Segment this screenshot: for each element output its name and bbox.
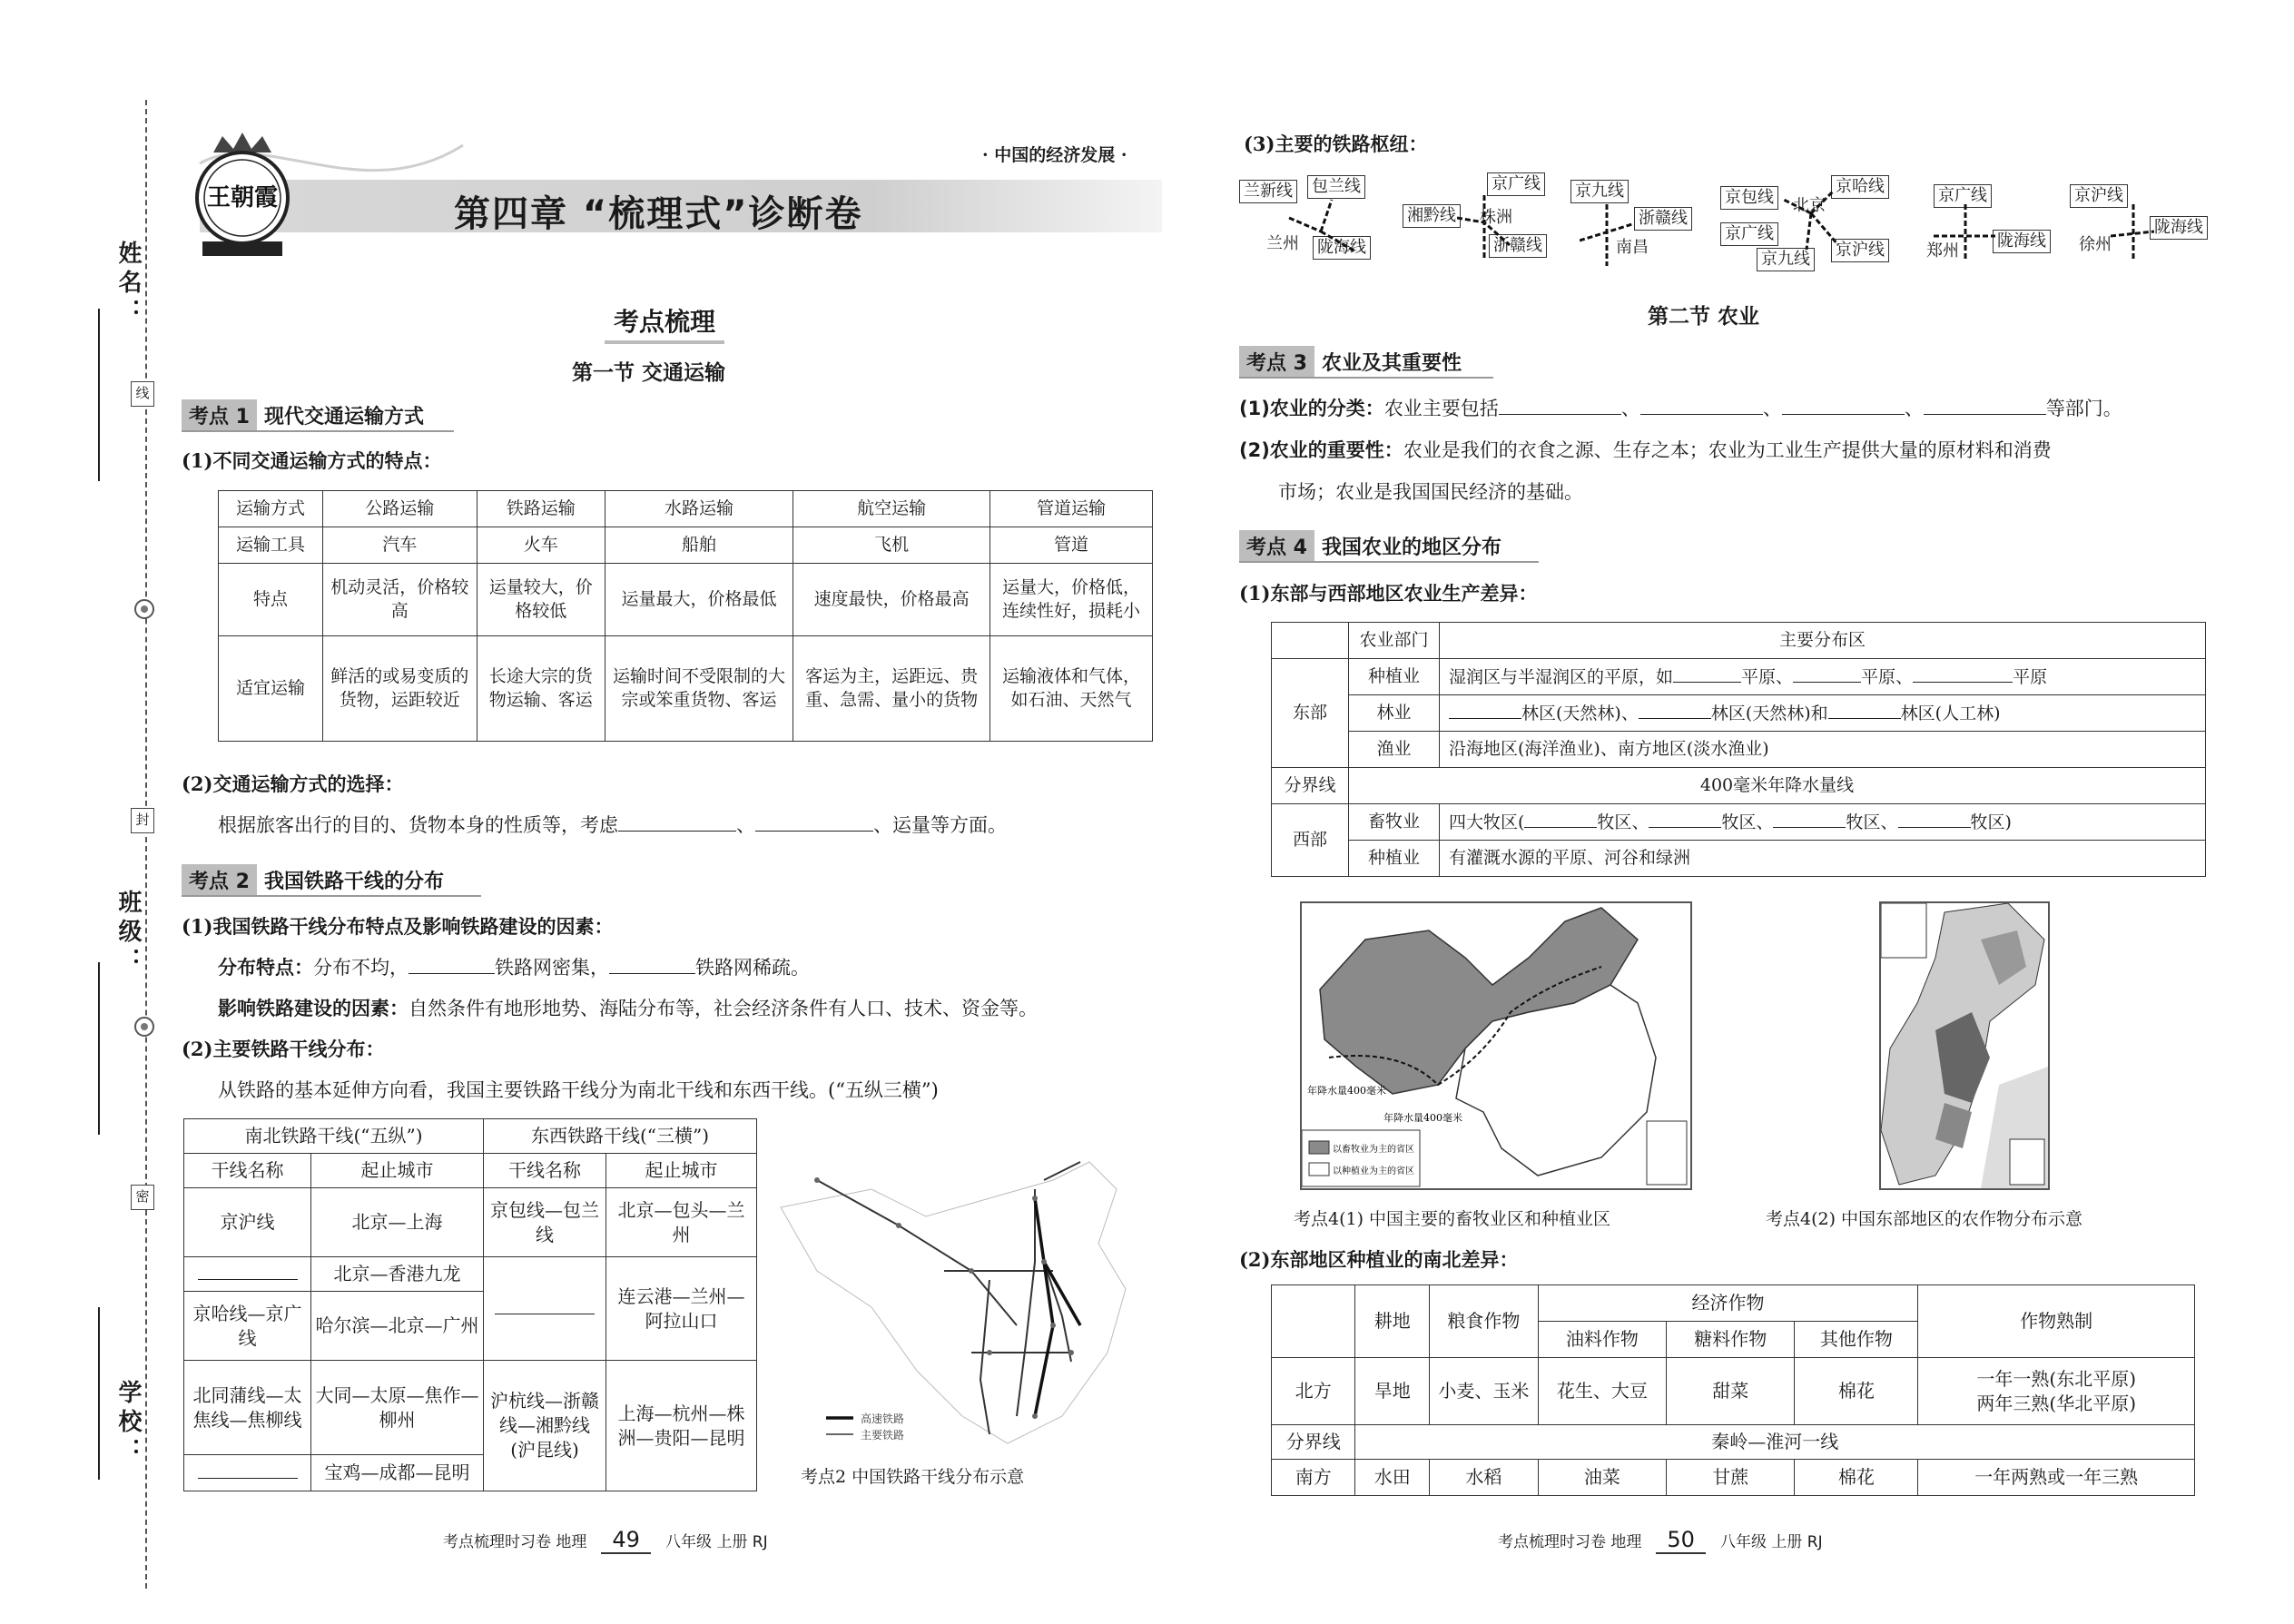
legend-crop: 以种植业为主的省区 — [1333, 1166, 1414, 1176]
table-cell: 运输时间不受限制的大宗或笨重货物、客运 — [605, 636, 793, 742]
table-cell: 400毫米年降水量线 — [1349, 768, 2206, 804]
table-header: 干线名称 — [484, 1154, 606, 1188]
table-cell: 种植业 — [1349, 659, 1440, 695]
q2-text: 根据旅客出行的目的、货物本身的性质等，考虑 、 、运量等方面。 — [218, 814, 1007, 836]
answer-blank[interactable] — [1524, 810, 1597, 828]
rail-map-caption: 考点2 中国铁路干线分布示意 — [801, 1467, 1025, 1487]
school-field — [64, 1380, 145, 1467]
table-header: 起止城市 — [311, 1154, 484, 1188]
th-rail: 铁路运输 — [477, 491, 605, 527]
table-cell: 南方 — [1272, 1460, 1355, 1496]
answer-blank[interactable] — [198, 1262, 298, 1280]
table-cell: 宝鸡—成都—昆明 — [311, 1455, 484, 1491]
answer-blank[interactable] — [1649, 810, 1721, 828]
table-cell: 哈尔滨—北京—广州 — [311, 1292, 484, 1361]
table-cell: 有灌溉水源的平原、河谷和绿洲 — [1440, 841, 2206, 877]
table-cell: 运量较大，价格较低 — [477, 564, 605, 636]
kd2-tag: 考点 2 — [182, 864, 257, 896]
table-cell: 北京—包头—兰州 — [606, 1188, 757, 1257]
map-herding-crop — [1300, 901, 1692, 1190]
table-cell: 甜菜 — [1667, 1358, 1795, 1425]
table-cell: 沿海地区(海洋渔业)、南方地区(淡水渔业) — [1440, 732, 2206, 768]
section1-title: 第一节 交通运输 — [572, 361, 726, 385]
kd3-tag: 考点 3 — [1239, 346, 1314, 378]
table-cell: 上海—杭州—株洲—贵阳—昆明 — [606, 1361, 757, 1491]
table-cell: 鲜活的或易变质的货物，运距较近 — [323, 636, 478, 742]
table-cell: 飞机 — [793, 527, 990, 564]
answer-blank[interactable] — [1673, 664, 1741, 683]
table-cell: 秦岭—淮河一线 — [1355, 1425, 2195, 1460]
table-cell: 运量大，价格低，连续性好，损耗小 — [989, 564, 1152, 636]
name-blank[interactable] — [98, 309, 100, 481]
class-blank[interactable] — [98, 962, 100, 1135]
r1-factors: 影响铁路建设的因素：自然条件有地形地势、海陆分布等，社会经济条件有人口、技术、资金等。 — [218, 998, 1038, 1019]
binding-fold-line — [145, 100, 147, 1589]
table-cell: 大同—太原—焦作—柳州 — [311, 1361, 484, 1455]
table-header: 主要分布区 — [1440, 623, 2206, 659]
table-cell: 林区(天然林)、 林区(天然林)和 林区(人工林) — [1440, 695, 2206, 732]
answer-blank[interactable] — [1773, 810, 1846, 828]
a2-text-cont: 市场；农业是我国国民经济的基础。 — [1278, 481, 1583, 503]
school-label: 学校： — [114, 1380, 142, 1467]
table-cell — [1272, 623, 1349, 659]
a2-text: (2)农业的重要性：农业是我们的衣食之源、生存之本；农业为工业生产提供大量的原材料和消费 — [1239, 439, 2052, 461]
table-cell — [184, 1455, 311, 1491]
table-cell: 管道 — [989, 527, 1152, 564]
rail-ns-header: 南北铁路干线(“五纵”) — [184, 1119, 484, 1154]
table-cell: 棉花 — [1795, 1460, 1918, 1496]
precip-label: 年降水量400毫米 — [1307, 1085, 1386, 1097]
name-label: 姓名： — [114, 241, 142, 328]
th-mode: 运输方式 — [219, 491, 323, 527]
table-header: 起止城市 — [606, 1154, 757, 1188]
table-cell: 旱地 — [1355, 1358, 1430, 1425]
r1-distribution: 分布特点：分布不均， 铁路网密集， 铁路网稀疏。 — [218, 957, 810, 979]
table-cell: 一年两熟或一年三熟 — [1918, 1460, 2195, 1496]
legend-main: 主要铁路 — [861, 1429, 905, 1442]
kd4-tag: 考点 4 — [1239, 530, 1314, 562]
table-cell: 北京—上海 — [311, 1188, 484, 1257]
kd2-title: 我国铁路干线的分布 — [263, 870, 444, 893]
table-cell: 种植业 — [1349, 841, 1440, 877]
table-cell: 水田 — [1355, 1460, 1430, 1496]
table-cell: 小麦、玉米 — [1430, 1358, 1539, 1425]
brand-logo — [186, 127, 300, 263]
table-cell: 运输液体和气体，如石油、天然气 — [989, 636, 1152, 742]
table-cell: 油菜 — [1538, 1460, 1666, 1496]
precip-label: 年降水量400毫米 — [1383, 1112, 1462, 1124]
rail-ew-header: 东西铁路干线(“三横”) — [484, 1119, 757, 1154]
table-cell: 客运为主，运距远、贵重、急需、量小的货物 — [793, 636, 990, 742]
answer-blank[interactable] — [1449, 701, 1521, 719]
binding-hole-icon — [134, 599, 154, 619]
r1-title: (1)我国铁路干线分布特点及影响铁路建设的因素： — [182, 915, 614, 938]
th-air: 航空运输 — [793, 491, 990, 527]
answer-blank[interactable] — [198, 1461, 298, 1479]
th-road: 公路运输 — [323, 491, 478, 527]
table-cell: 棉花 — [1795, 1358, 1918, 1425]
table-cell: 北同蒲线—太焦线—焦柳线 — [184, 1361, 311, 1455]
answer-blank[interactable] — [1782, 397, 1905, 415]
answer-blank[interactable] — [495, 1296, 595, 1314]
answer-blank[interactable] — [755, 813, 873, 832]
table-cell: 特点 — [219, 564, 323, 636]
th-pipe: 管道运输 — [989, 491, 1152, 527]
table-cell — [184, 1257, 311, 1292]
answer-blank[interactable] — [1924, 397, 2046, 415]
table-cell: 分界线 — [1272, 1425, 1355, 1460]
q2-title: (2)交通运输方式的选择： — [182, 773, 404, 795]
table-cell: 四大牧区( 牧区、 牧区、 牧区、 牧区) — [1440, 804, 2206, 841]
table-cell: 运量最大，价格最低 — [605, 564, 793, 636]
school-blank[interactable] — [98, 1307, 100, 1480]
r2-title: (2)主要铁路干线分布： — [182, 1038, 385, 1060]
table-header: 耕地 — [1355, 1285, 1430, 1358]
table-cell: 湿润区与半湿润区的平原，如 平原、 平原、 平原 — [1440, 659, 2206, 695]
table-cell: 速度最快，价格最高 — [793, 564, 990, 636]
kd1-title: 现代交通运输方式 — [263, 405, 424, 428]
table-cell: 水稻 — [1430, 1460, 1539, 1496]
footer-right: 考点梳理时习卷 地理 50 八年级 上册 RJ — [1498, 1527, 1823, 1552]
table-cell: 汽车 — [323, 527, 478, 564]
table-cell: 京哈线—京广线 — [184, 1292, 311, 1361]
table-cell: 分界线 — [1272, 768, 1349, 804]
table-cell: 长途大宗的货物运输、客运 — [477, 636, 605, 742]
table-cell: 火车 — [477, 527, 605, 564]
table-cell: 西部 — [1272, 804, 1349, 877]
rail-map — [763, 1144, 1144, 1457]
legend-highspeed: 高速铁路 — [861, 1412, 905, 1425]
table-cell: 北方 — [1272, 1358, 1355, 1425]
name-field — [64, 241, 145, 328]
footer-left: 考点梳理时习卷 地理 49 八年级 上册 RJ — [443, 1527, 768, 1552]
binding-mark-seal: 封 — [131, 808, 154, 833]
r2-text: 从铁路的基本延伸方向看，我国主要铁路干线分为南北干线和东西干线。(“五纵三横”) — [218, 1079, 939, 1101]
answer-blank[interactable] — [1639, 701, 1711, 719]
kd3-title: 农业及其重要性 — [1321, 351, 1462, 375]
table-cell: 适宜运输 — [219, 636, 323, 742]
binding-mark-secret: 密 — [131, 1185, 154, 1210]
table-cell: 船舶 — [605, 527, 793, 564]
answer-blank[interactable] — [1913, 664, 2013, 683]
agri-table — [1271, 622, 2206, 877]
section2-title: 第二节 农业 — [1648, 305, 1760, 329]
table-cell: 运输工具 — [219, 527, 323, 564]
table-cell: 一年一熟(东北平原) 两年三熟(华北平原) — [1918, 1358, 2195, 1425]
table-cell: 京沪线 — [184, 1188, 311, 1257]
table-cell: 沪杭线—浙赣线—湘黔线(沪昆线) — [484, 1361, 606, 1491]
b1-title: (1)东部与西部地区农业生产差异： — [1239, 582, 1538, 605]
table-cell: 北京—香港九龙 — [311, 1257, 484, 1292]
hubs-title: (3)主要的铁路枢纽： — [1244, 133, 1428, 155]
table-cell — [1272, 1285, 1355, 1358]
table-cell — [484, 1257, 606, 1361]
kd4-title: 我国农业的地区分布 — [1321, 536, 1501, 559]
answer-blank[interactable] — [409, 956, 495, 974]
table-cell: 东部 — [1272, 659, 1349, 768]
a1-text: (1)农业的分类：农业主要包括 、 、 、 等部门。 — [1239, 398, 2122, 419]
map-crop-distribution — [1879, 901, 2050, 1190]
table-header: 经济作物 — [1538, 1285, 1918, 1322]
table-cell: 京包线—包兰线 — [484, 1188, 606, 1257]
table-cell: 渔业 — [1349, 732, 1440, 768]
q1-title: (1)不同交通运输方式的特点： — [182, 449, 442, 472]
b2-title: (2)东部地区种植业的南北差异： — [1239, 1248, 1519, 1271]
answer-blank[interactable] — [1499, 397, 1621, 415]
answer-blank[interactable] — [609, 956, 695, 974]
map2-caption: 考点4(2) 中国东部地区的农作物分布示意 — [1766, 1209, 2083, 1229]
kd2-heading — [182, 864, 444, 895]
transport-table — [218, 490, 1153, 742]
page-number: 49 — [601, 1527, 651, 1554]
chapter-tag: · 中国的经济发展 · — [982, 145, 1127, 165]
crop-table — [1271, 1284, 2195, 1496]
table-cell: 甘蔗 — [1667, 1460, 1795, 1496]
answer-blank[interactable] — [1898, 810, 1971, 828]
table-cell: 连云港—兰州—阿拉山口 — [606, 1257, 757, 1361]
table-header: 粮食作物 — [1430, 1285, 1539, 1358]
answer-blank[interactable] — [618, 813, 736, 832]
map1-caption: 考点4(1) 中国主要的畜牧业区和种植业区 — [1294, 1209, 1611, 1229]
rail-table — [183, 1118, 757, 1491]
th-water: 水路运输 — [605, 491, 793, 527]
kd1-heading — [182, 399, 424, 430]
page-number: 50 — [1656, 1527, 1706, 1554]
class-field — [64, 890, 145, 977]
section-main-title: 考点梳理 — [605, 302, 724, 344]
legend-herding: 以畜牧业为主的省区 — [1333, 1145, 1414, 1155]
answer-blank[interactable] — [1828, 701, 1901, 719]
table-header: 作物熟制 — [1918, 1285, 2195, 1358]
table-cell: 机动灵活，价格较高 — [323, 564, 478, 636]
class-label: 班级： — [114, 890, 142, 977]
binding-hole-icon — [134, 1017, 154, 1037]
kd1-tag: 考点 1 — [182, 399, 257, 431]
table-header: 糖料作物 — [1667, 1322, 1795, 1358]
table-header: 油料作物 — [1538, 1322, 1666, 1358]
kd3-heading — [1239, 346, 1462, 377]
table-cell: 林业 — [1349, 695, 1440, 732]
answer-blank[interactable] — [1640, 397, 1763, 415]
table-header: 其他作物 — [1795, 1322, 1918, 1358]
table-header: 干线名称 — [184, 1154, 311, 1188]
table-header: 农业部门 — [1349, 623, 1440, 659]
svg-text:王朝霞: 王朝霞 — [206, 184, 279, 212]
binding-mark-line: 线 — [131, 381, 154, 407]
kd4-heading — [1239, 530, 1501, 561]
table-cell: 花生、大豆 — [1538, 1358, 1666, 1425]
page-title: 第四章 “梳理式”诊断卷 — [454, 193, 863, 235]
table-cell: 畜牧业 — [1349, 804, 1440, 841]
answer-blank[interactable] — [1793, 664, 1861, 683]
